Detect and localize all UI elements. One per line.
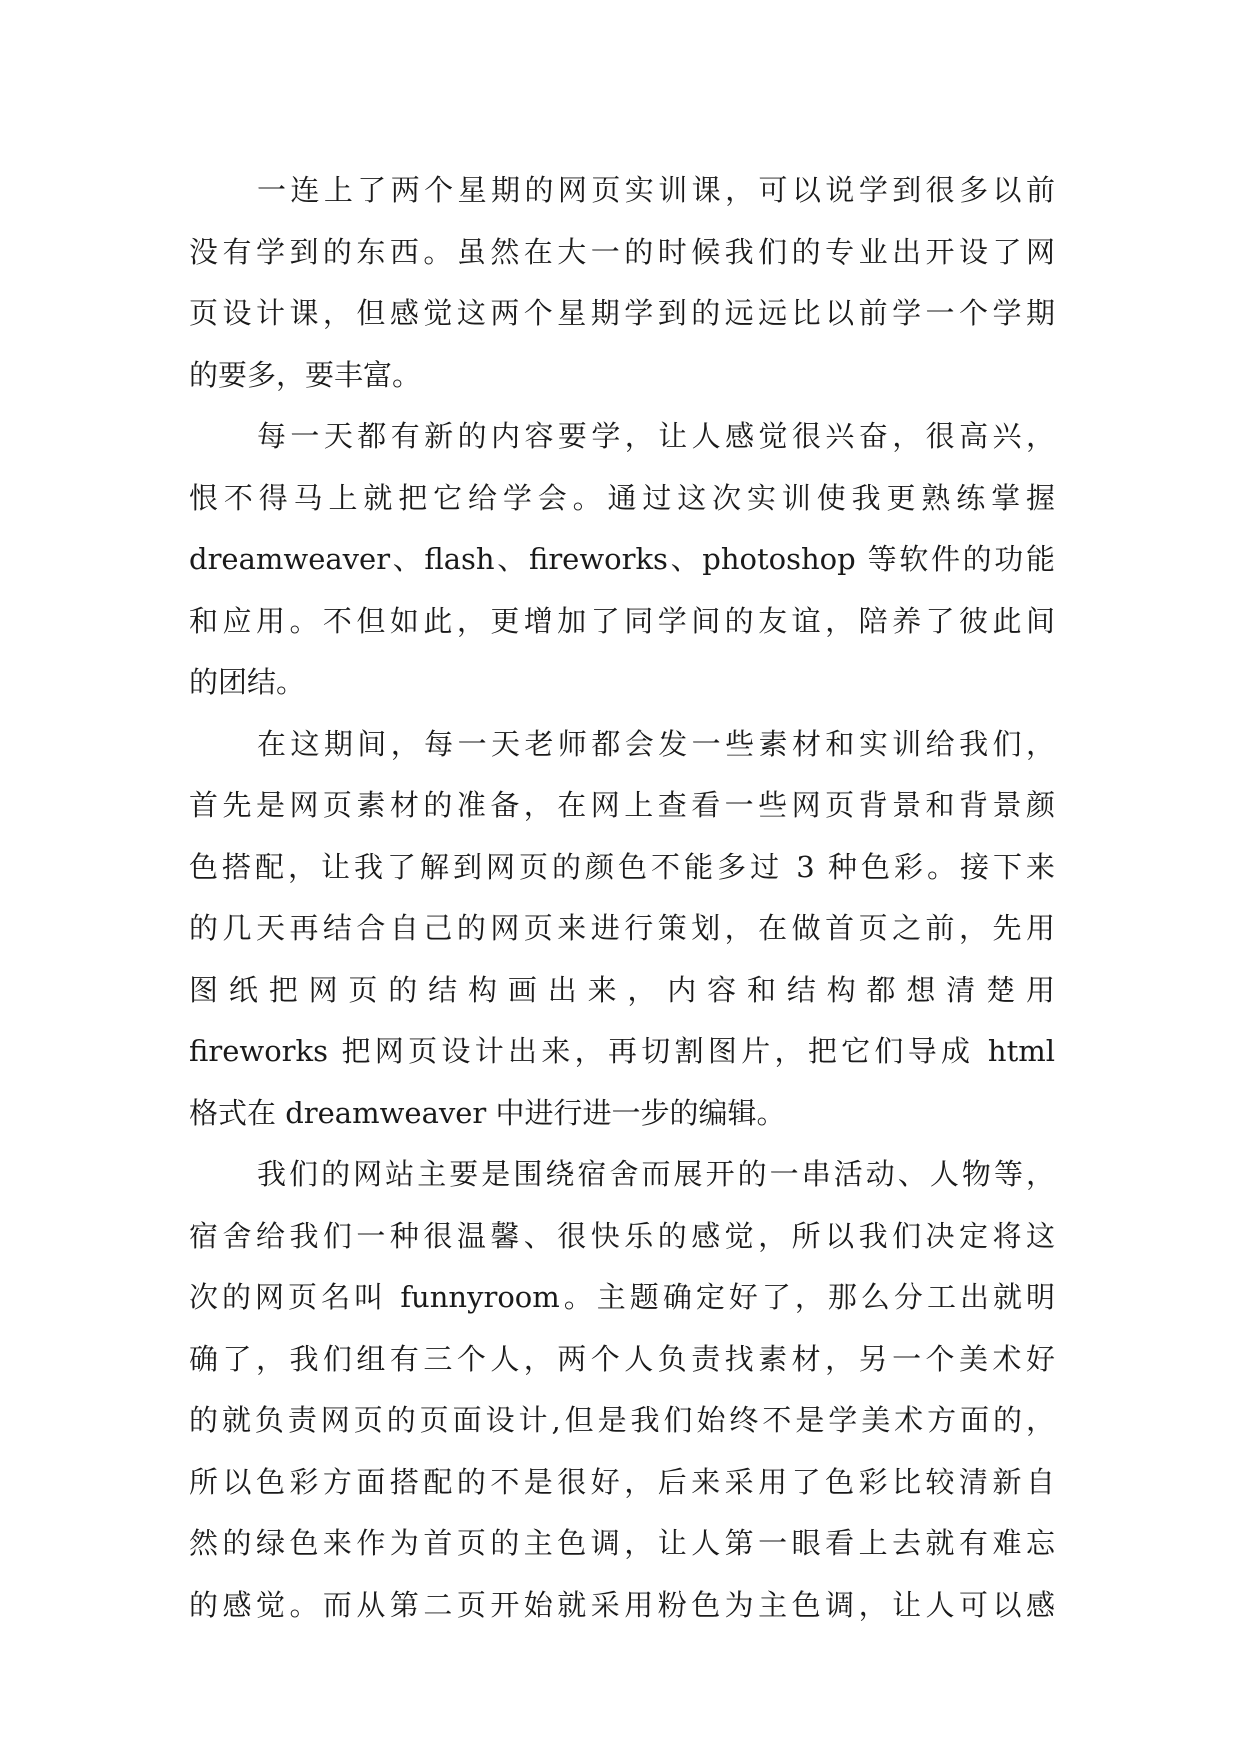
text-line: 确了，我们组有三个人，两个人负责找素材，另一个美术好 bbox=[189, 1341, 1055, 1376]
text-line: 所以色彩方面搭配的不是很好，后来采用了色彩比较清新自 bbox=[189, 1464, 1055, 1499]
text-line: 每一天都有新的内容要学，让人感觉很兴奋，很高兴， bbox=[257, 419, 1055, 453]
text-line: 页设计课，但感觉这两个星期学到的远远比以前学一个学期 bbox=[189, 296, 1055, 330]
text-line: 格式在 dreamweaver 中进行进一步的编辑。 bbox=[189, 1095, 786, 1130]
paragraph-2 bbox=[189, 406, 1055, 714]
text-line: 然的绿色来作为首页的主色调，让人第一眼看上去就有难忘 bbox=[189, 1526, 1055, 1560]
text-line: 和应用。不但如此，更增加了同学间的友谊，陪养了彼此间 bbox=[189, 603, 1055, 638]
text-line: 我们的网站主要是围绕宿舍而展开的一串活动、人物等， bbox=[257, 1157, 1055, 1191]
text-line: 的感觉。而从第二页开始就采用粉色为主色调，让人可以感 bbox=[189, 1587, 1055, 1622]
paragraph-1 bbox=[189, 160, 1055, 406]
text-line: dreamweaver、flash、fireworks、photoshop 等软件的功能 bbox=[189, 542, 1055, 576]
text-line: 在这期间，每一天老师都会发一些素材和实训给我们， bbox=[257, 726, 1055, 761]
text-line: 宿舍给我们一种很温馨、很快乐的感觉，所以我们决定将这 bbox=[189, 1218, 1055, 1253]
paragraph-4 bbox=[189, 1144, 1055, 1636]
text-line: 一连上了两个星期的网页实训课，可以说学到很多以前 bbox=[257, 173, 1055, 207]
text-line: 次的网页名叫 funnyroom。主题确定好了，那么分工出就明 bbox=[189, 1280, 1055, 1314]
text-line: 首先是网页素材的准备，在网上查看一些网页背景和背景颜 bbox=[189, 788, 1055, 822]
text-line: 的几天再结合自己的网页来进行策划，在做首页之前，先用 bbox=[189, 911, 1055, 945]
text-line: 的团结。 bbox=[189, 665, 306, 699]
text-line: 图纸把网页的结构画出来，内容和结构都想清楚用 bbox=[189, 972, 1055, 1007]
text-line: fireworks 把网页设计出来，再切割图片，把它们导成 html bbox=[189, 1034, 1055, 1068]
paragraph-3 bbox=[189, 714, 1055, 1145]
text-line: 的就负责网页的页面设计,但是我们始终不是学美术方面的， bbox=[189, 1403, 1055, 1437]
text-line: 色搭配，让我了解到网页的颜色不能多过 3 种色彩。接下来 bbox=[189, 849, 1055, 884]
text-line: 恨不得马上就把它给学会。通过这次实训使我更熟练掌握 bbox=[189, 480, 1055, 515]
document-body bbox=[189, 160, 1055, 1636]
text-line: 没有学到的东西。虽然在大一的时候我们的专业出开设了网 bbox=[189, 234, 1055, 269]
text-line: 的要多，要丰富。 bbox=[189, 357, 422, 392]
